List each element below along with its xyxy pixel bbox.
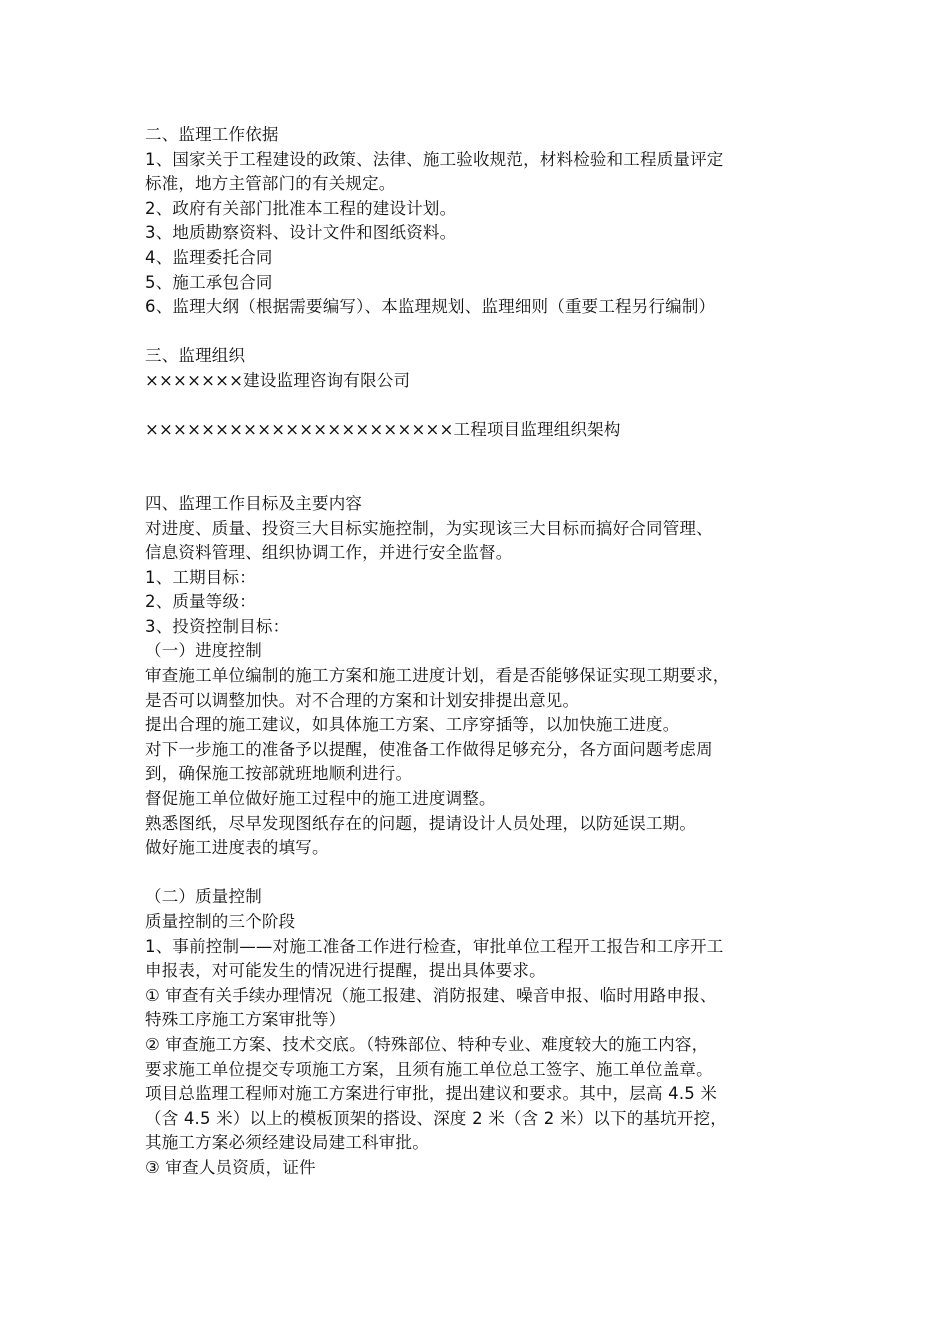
blank-line (145, 320, 825, 345)
paragraph-line: 要求施工单位提交专项施工方案，且须有施工单位总工签字、施工单位盖章。 (145, 1059, 713, 1079)
paragraph-line: 到，确保施工按部就班地顺利进行。 (145, 764, 413, 784)
paragraph-line: 是否可以调整加快。对不合理的方案和计划安排提出意见。 (145, 690, 580, 710)
paragraph-line: 5、施工承包合同 (145, 272, 273, 292)
paragraph-line: 4、监理委托合同 (145, 247, 273, 267)
paragraph-line: 对下一步施工的准备予以提醒，使准备工作做得足够充分，各方面问题考虑周 (145, 739, 713, 759)
paragraph-line: 信息资料管理、组织协调工作，并进行安全监督。 (145, 543, 513, 563)
paragraph-line: 6、监理大纲（根据需要编写）、本监理规划、监理细则（重要工程另行编制） (145, 297, 716, 317)
paragraph-line: 提出合理的施工建议，如具体施工方案、工序穿插等，以加快施工进度。 (145, 715, 680, 735)
paragraph-line: 项目总监理工程师对施工方案进行审批，提出建议和要求。其中，层高 4.5 米 (145, 1084, 718, 1104)
paragraph-line: ② 审查施工方案、技术交底。（特殊部位、特种专业、难度较大的施工内容， (145, 1034, 709, 1054)
paragraph-line: 特殊工序施工方案审批等） (145, 1010, 346, 1030)
section-heading-objectives: 四、监理工作目标及主要内容 (145, 493, 363, 513)
blank-line (145, 443, 825, 492)
paragraph-line: 2、政府有关部门批准本工程的建设计划。 (145, 198, 457, 218)
paragraph-line: （含 4.5 米）以上的模板顶架的搭设、深度 2 米（含 2 米）以下的基坑开挖， (145, 1108, 727, 1128)
document-body (145, 123, 825, 1181)
paragraph-line: 标准，地方主管部门的有关规定。 (145, 174, 396, 194)
paragraph-line: ③ 审查人员资质，证件 (145, 1157, 316, 1177)
org-chart-title: ××××××××××××××××××××××工程项目监理组织架构 (145, 420, 621, 440)
paragraph-line: 3、投资控制目标： (145, 616, 290, 636)
paragraph-line: 熟悉图纸，尽早发现图纸存在的问题，提请设计人员处理，以防延误工期。 (145, 813, 697, 833)
paragraph-line: 3、地质勘察资料、设计文件和图纸资料。 (145, 223, 457, 243)
paragraph-line: 申报表，对可能发生的情况进行提醒，提出具体要求。 (145, 961, 546, 981)
paragraph-line: 质量控制的三个阶段 (145, 912, 296, 931)
paragraph-line: 做好施工进度表的填写。 (145, 838, 329, 858)
paragraph-line: ① 审查有关手续办理情况（施工报建、消防报建、噪音申报、临时用路申报、 (145, 985, 717, 1005)
section-heading-organization: 三、监理组织 (145, 346, 246, 366)
paragraph-line: 1、事前控制——对施工准备工作进行检查，审批单位工程开工报告和工序开工 (145, 936, 724, 956)
paragraph-line: 对进度、质量、投资三大目标实施控制，为实现该三大目标而搞好合同管理、 (145, 518, 713, 538)
subsection-heading-quality: （二）质量控制 (145, 887, 262, 907)
section-heading-basis: 二、监理工作依据 (145, 125, 279, 144)
subsection-heading-progress: （一）进度控制 (145, 641, 262, 661)
blank-line (145, 861, 825, 886)
paragraph-line: 其施工方案必须经建设局建工科审批。 (145, 1133, 429, 1153)
paragraph-line: 2、质量等级： (145, 592, 256, 612)
company-name: ×××××××建设监理咨询有限公司 (145, 370, 411, 390)
paragraph-line: 1、工期目标： (145, 567, 256, 587)
blank-line (145, 394, 825, 419)
paragraph-line: 1、国家关于工程建设的政策、法律、施工验收规范，材料检验和工程质量评定 (145, 149, 724, 169)
paragraph-line: 审查施工单位编制的施工方案和施工进度计划，看是否能够保证实现工期要求， (145, 666, 730, 686)
paragraph-line: 督促施工单位做好施工过程中的施工进度调整。 (145, 789, 496, 809)
